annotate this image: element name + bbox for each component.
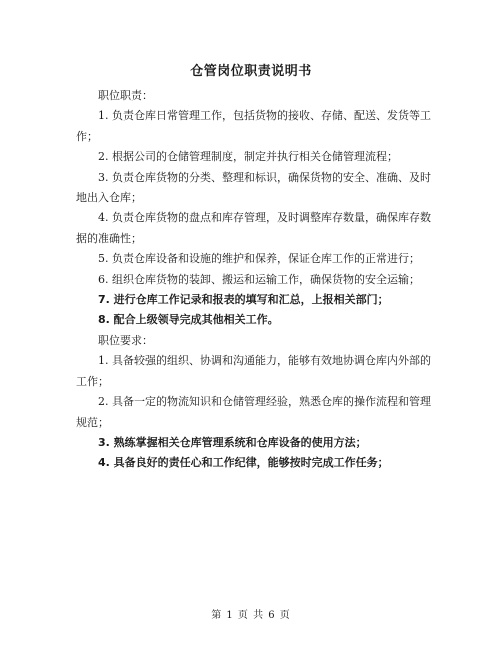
document-title: 仓管岗位职责说明书 (190, 64, 312, 79)
paragraph: 1. 负责仓库日常管理工作，包括货物的接收、存储、配送、发货等工作； (76, 109, 431, 143)
paragraph: 职位要求： (98, 333, 153, 347)
paragraph: 2. 具备一定的物流知识和仓储管理经验，熟悉仓库的操作流程和管理规范； (76, 395, 431, 429)
paragraph: 职位职责： (98, 89, 153, 102)
paragraph: 8. 配合上级领导完成其他相关工作。 (98, 313, 279, 327)
paragraph: 4. 负责仓库货物的盘点和库存管理，及时调整库存数量，确保库存数据的准确性； (76, 211, 431, 245)
paragraph: 3. 熟练掌握相关仓库管理系统和仓库设备的使用方法； (98, 435, 367, 449)
paragraph: 3. 负责仓库货物的分类、整理和标识，确保货物的安全、准确、及时地出入仓库； (76, 170, 431, 205)
paragraph: 4. 具备良好的责任心和工作纪律，能够按时完成工作任务； (98, 456, 389, 470)
paragraph: 7. 进行仓库工作记录和报表的填写和汇总，上报相关部门； (98, 293, 389, 307)
paragraph: 1. 具备较强的组织、协调和沟通能力，能够有效地协调仓库内外部的工作； (76, 354, 431, 388)
page-footer: 第 1 页 共 6 页 (211, 610, 291, 621)
paragraph: 5. 负责仓库设备和设施的维护和保养，保证仓库工作的正常进行； (98, 252, 420, 266)
paragraph: 2. 根据公司的仓储管理制度，制定并执行相关仓储管理流程； (98, 150, 398, 164)
paragraph: 6. 组织仓库货物的装卸、搬运和运输工作，确保货物的安全运输； (98, 272, 420, 286)
document-body (76, 86, 431, 474)
